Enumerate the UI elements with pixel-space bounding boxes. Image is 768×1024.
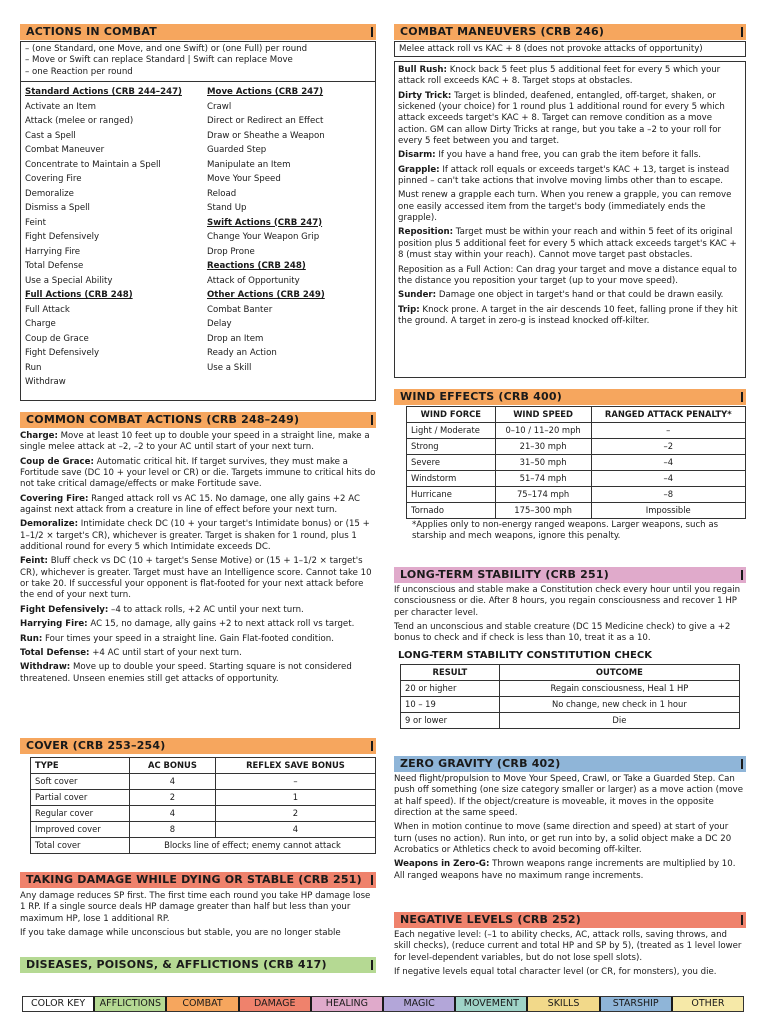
wind-note: *Applies only to non-energy ranged weapons. Larger weapons, such as starship and mech weapons, ignore this penalty. — [412, 520, 719, 542]
full-actions-title: Full Actions (CRB 248) — [25, 290, 133, 301]
stability-paragraph: Tend an unconscious and stable creature (DC 15 Medicine check) to give a +2 bonus to check and if check is less than 10, treat it as a 10. — [394, 622, 731, 644]
list-item: Combat Banter — [207, 304, 273, 315]
wind-header: WIND EFFECTS (CRB 400) — [394, 389, 746, 405]
rule-entry: Trip: Knock prone. A target in the air descends 10 feet, falling prone if they hit the ground. A target in zero-g is instead knocked off-kilter. — [398, 304, 738, 326]
rule-entry: Bull Rush: Knock back 5 feet plus 5 additional feet for every 5 which your attack roll exceeds KAC + 8. Target stops at obstacles. — [398, 65, 721, 87]
color-key-afflictions: AFFLICTIONS — [95, 997, 167, 1011]
intro-line: – Move or Swift can replace Standard | Swift can replace Move — [25, 55, 293, 66]
list-item: Harrying Fire — [25, 246, 81, 257]
diseases-header: DISEASES, POISONS, & AFFLICTIONS (CRB 417) — [20, 957, 376, 973]
negative-levels-body — [394, 930, 746, 981]
list-item: Total Defense — [25, 261, 84, 272]
table-row: 10 – 19 No change, new check in 1 hour — [401, 696, 740, 712]
dying-body — [20, 891, 376, 942]
maneuvers-box — [394, 61, 746, 378]
swift-actions-title: Swift Actions (CRB 247) — [207, 217, 323, 228]
list-item: Guarded Step — [207, 145, 267, 156]
stability-table — [400, 664, 740, 729]
actions-in-combat-header: ACTIONS IN COMBAT — [20, 24, 376, 40]
full-actions-list — [25, 303, 207, 390]
table-row: Improved cover 8 4 — [31, 822, 376, 838]
dying-paragraph: Any damage reduces SP first. The first time each round you take HP damage lose 1 RP. If a single source deals HP damage greater than half but less than your maximum HP, lose 1 additional RP. — [20, 891, 371, 924]
color-key-skills: SKILLS — [528, 997, 600, 1011]
wind-table — [406, 406, 746, 519]
zero-g-paragraph: When in motion continue to move (same direction and speed) at start of your turn (uses no action). Run into, or get run into by, a solid object make a DC 20 Acrobatics or Athletics check to avoid becoming off-kilter. — [394, 822, 732, 856]
rule-entry: Withdraw: Move up to double your speed. Starting square is not considered threatened. Unseen enemies still get attacks of opportunity. — [20, 662, 352, 684]
list-item: Cast a Spell — [25, 130, 76, 141]
rule-entry: Coup de Grace: Automatic critical hit. If target survives, they must make a Fortitude save (DC 10 + your level or CR) or die. Targets immune to critical hits do not take critical damage/effects or make Fortitude save. — [20, 456, 376, 490]
color-key-damage: DAMAGE — [240, 997, 312, 1011]
list-item: Full Attack — [25, 304, 70, 315]
rule-entry: Must renew a grapple each turn. When you renew a grapple, you can remove one easily accessed item from the target's body (immediately ends the grapple). — [398, 190, 732, 224]
stability-table-header: RESULT OUTCOME — [401, 664, 740, 680]
other-actions-list — [207, 303, 371, 376]
table-row: Total cover Blocks line of effect; enemy cannot attack — [31, 838, 376, 854]
rule-entry: Disarm: If you have a hand free, you can grab the item before it falls. — [398, 150, 702, 161]
rule-entry: Reposition as a Full Action: Can drag your target and move a distance equal to the distance you reposition your target (up to your move speed). — [398, 264, 737, 286]
rule-entry: Feint: Bluff check vs DC (10 + target's Sense Motive) or (15 + 1–1/2 × target's CR), whichever is greater. Target must have an Intelligence score. Cannot take 10 or take 20. If successful your opponent is flat-footed for your next attack before the end of your next turn. — [20, 556, 372, 601]
color-key-magic: MAGIC — [384, 997, 456, 1011]
actions-intro — [21, 44, 375, 82]
list-item: Manipulate an Item — [207, 159, 291, 170]
color-key-healing: HEALING — [312, 997, 384, 1011]
zero-g-paragraph: Need flight/propulsion to Move Your Speed, Crawl, or Take a Guarded Step. Can push off something (one size category smaller or larger) as a move action (move at half speed). If the object/creature is moveable, it moves in the opposite direction at the same speed. — [394, 774, 743, 819]
table-row: Strong 21–30 mph –2 — [407, 439, 746, 455]
color-key-starship: STARSHIP — [601, 997, 673, 1011]
stability-paragraph: If unconscious and stable make a Constitution check every hour until you regain consciousness or die. After 8 hours, you regain consciousness and recover 1 HP per character level. — [394, 585, 741, 618]
other-actions-title: Other Actions (CRB 249) — [207, 290, 325, 301]
list-item: Coup de Grace — [25, 333, 89, 344]
list-item: Dismiss a Spell — [25, 203, 90, 214]
common-combat-body — [20, 431, 376, 688]
rule-entry: Sunder: Damage one object in target's hand or that could be drawn easily. — [398, 290, 724, 301]
rule-entry: Total Defense: +4 AC until start of your next turn. — [20, 647, 242, 658]
table-row: Regular cover 4 2 — [31, 806, 376, 822]
stability-header: LONG-TERM STABILITY (CRB 251) — [394, 567, 746, 583]
zero-g-header: ZERO GRAVITY (CRB 402) — [394, 756, 746, 772]
table-row: Tornado 175–300 mph Impossible — [407, 503, 746, 519]
table-row: Soft cover 4 – — [31, 774, 376, 790]
table-row: Light / Moderate 0–10 / 11–20 mph – — [407, 423, 746, 439]
intro-line: – (one Standard, one Move, and one Swift) or (one Full) per round — [25, 44, 308, 54]
cover-rows — [31, 774, 376, 838]
rule-entry: Reposition: Target must be within your reach and within 5 feet of its original position plus 5 additional feet for every 5 which attack exceeds target's KAC + 8 (must stay within your reach). Cannot move target past obstacles. — [398, 227, 737, 261]
list-item: Use a Skill — [207, 362, 252, 373]
rule-entry: Grapple: If attack roll equals or exceeds target's KAC + 13, target is instead pinned – can't take actions that involve moving limbs other than to escape. — [398, 164, 730, 187]
list-item: Direct or Redirect an Effect — [207, 116, 324, 127]
list-item: Feint — [25, 217, 46, 228]
list-item: Attack (melee or ranged) — [25, 116, 134, 127]
color-key-other: OTHER — [673, 997, 743, 1011]
cover-table — [30, 757, 376, 854]
color-key-color key: COLOR KEY — [23, 997, 95, 1011]
action-list-right — [207, 85, 371, 390]
wind-table-header: WIND FORCE WIND SPEED RANGED ATTACK PENALTY* — [407, 407, 746, 423]
cover-header: COVER (CRB 253–254) — [20, 738, 376, 754]
actions-in-combat-box — [20, 41, 376, 401]
reactions-title: Reactions (CRB 248) — [207, 261, 306, 272]
maneuvers-header: COMBAT MANEUVERS (CRB 246) — [394, 24, 746, 40]
table-row: 9 or lower Die — [401, 712, 740, 728]
list-item: Drop Prone — [207, 246, 255, 257]
list-item: Combat Maneuver — [25, 145, 105, 156]
list-item: Move Your Speed — [207, 174, 281, 185]
wind-rows — [407, 423, 746, 519]
list-item: Concentrate to Maintain a Spell — [25, 159, 161, 170]
rule-entry: Harrying Fire: AC 15, no damage, ally gains +2 to next attack roll vs target. — [20, 619, 355, 630]
dying-header: TAKING DAMAGE WHILE DYING OR STABLE (CRB 251) — [20, 872, 376, 888]
action-lists — [25, 85, 371, 390]
move-actions-list — [207, 100, 371, 216]
list-item: Attack of Opportunity — [207, 275, 300, 286]
list-item: Ready an Action — [207, 348, 277, 359]
list-item: Covering Fire — [25, 174, 82, 185]
color-key-combat: COMBAT — [167, 997, 239, 1011]
rule-entry: Covering Fire: Ranged attack roll vs AC 15. No damage, one ally gains +2 AC against next attack from a creature in line of effect before your next turn. — [20, 493, 360, 516]
list-item: Drop an Item — [207, 333, 264, 344]
negative-paragraph: If negative levels equal total character level (or CR, for monsters), you die. — [394, 967, 717, 978]
reactions-list — [207, 274, 371, 289]
negative-levels-header: NEGATIVE LEVELS (CRB 252) — [394, 912, 746, 928]
common-combat-header: COMMON COMBAT ACTIONS (CRB 248–249) — [20, 412, 376, 428]
table-row: Severe 31–50 mph –4 — [407, 455, 746, 471]
standard-actions-title: Standard Actions (CRB 244–247) — [25, 87, 182, 98]
maneuvers-intro: Melee attack roll vs KAC + 8 (does not provoke attacks of opportunity) — [394, 41, 746, 57]
rule-entry: Fight Defensively: –4 to attack rolls, +2 AC until your next turn. — [20, 604, 304, 615]
list-item: Stand Up — [207, 203, 247, 214]
rule-entry: Demoralize: Intimidate check DC (10 + your target's Intimidate bonus) or (15 + 1–1/2 × target's CR), whichever is greater. Target is shaken for 1 round, plus 1 additional round for every 5 which Intimidate exceeds DC. — [20, 519, 370, 553]
list-item: Delay — [207, 319, 232, 330]
list-item: Draw or Sheathe a Weapon — [207, 130, 325, 141]
list-item: Fight Defensively — [25, 348, 100, 359]
intro-line: – one Reaction per round — [25, 66, 133, 77]
table-row: Hurricane 75–174 mph –8 — [407, 487, 746, 503]
rule-entry: Dirty Trick: Target is blinded, deafened, entangled, off-target, shaken, or sickened (your choice) for 1 round plus 1 additional round for every 5 which attack exceeds target's KAC + 8. Target can remove condition as a move action. GM can allow Dirty Tricks at range, but you take a –2 to your roll for every 5 feet between you and target. — [398, 90, 725, 147]
table-row: Partial cover 2 1 — [31, 790, 376, 806]
standard-actions-list — [25, 100, 207, 289]
color-key-movement: MOVEMENT — [456, 997, 528, 1011]
stability-body — [394, 585, 746, 729]
color-key-footer — [22, 996, 744, 1012]
list-item: Charge — [25, 319, 56, 330]
wind-table-wrap — [406, 406, 746, 546]
list-item: Demoralize — [25, 188, 74, 199]
action-list-left — [25, 85, 207, 390]
list-item: Fight Defensively — [25, 232, 100, 243]
zero-g-paragraph: Weapons in Zero-G: Thrown weapons range increments are multiplied by 10. All ranged weapons have no maximum range increments. — [394, 859, 736, 881]
table-row: 20 or higher Regain consciousness, Heal 1 HP — [401, 680, 740, 696]
zero-g-body — [394, 774, 746, 885]
negative-paragraph: Each negative level: (–1 to ability checks, AC, attack rolls, saving throws, and skill checks), (reduce current and total HP and SP by 5), (treated as 1 level lower for level-dependent variables, but do not lose spell slots). — [394, 930, 742, 963]
swift-actions-list — [207, 230, 371, 259]
dying-paragraph: If you take damage while unconscious but stable, you are no longer stable — [20, 928, 341, 939]
cover-table-header: TYPE AC BONUS REFLEX SAVE BONUS — [31, 758, 376, 774]
rule-entry: Run: Four times your speed in a straight line. Gain Flat-footed condition. — [20, 633, 334, 644]
cover-table-wrap — [30, 757, 376, 854]
list-item: Withdraw — [25, 377, 66, 388]
move-actions-title: Move Actions (CRB 247) — [207, 87, 324, 98]
list-item: Crawl — [207, 101, 232, 112]
list-item: Run — [25, 362, 42, 373]
stability-check-title: LONG-TERM STABILITY CONSTITUTION CHECK — [398, 649, 652, 661]
rule-entry: Charge: Move at least 10 feet up to double your speed in a straight line, make a single melee attack at –2, –2 to your AC until start of your next turn. — [20, 431, 370, 453]
list-item: Change Your Weapon Grip — [207, 232, 320, 243]
list-item: Use a Special Ability — [25, 275, 113, 286]
list-item: Reload — [207, 188, 237, 199]
stability-rows — [401, 680, 740, 728]
list-item: Activate an Item — [25, 101, 96, 112]
table-row: Windstorm 51–74 mph –4 — [407, 471, 746, 487]
